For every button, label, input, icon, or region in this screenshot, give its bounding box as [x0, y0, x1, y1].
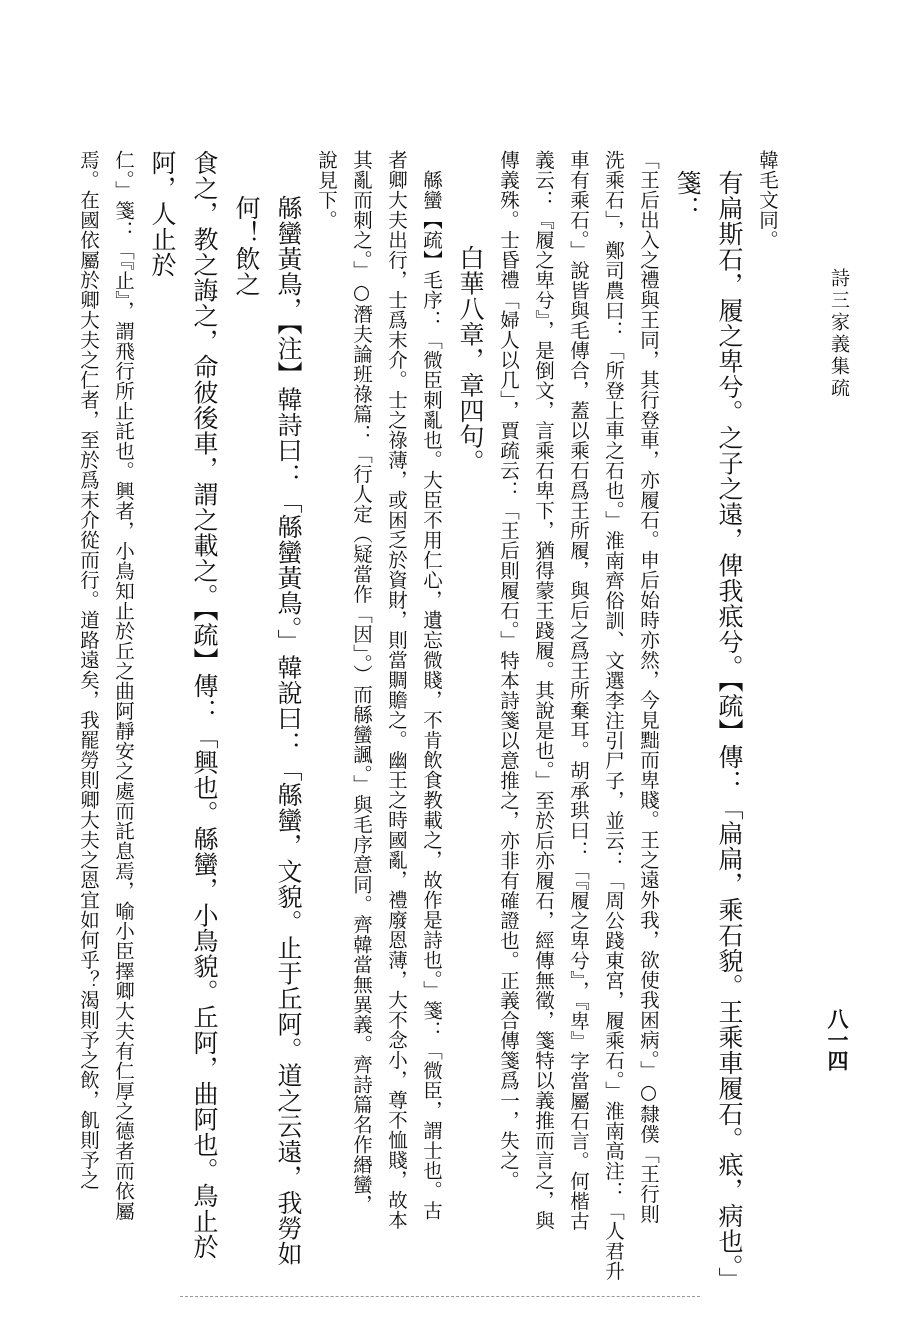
text-column: 仁。」箋：「『止』，謂飛行所止託也。興者，小鳥知止於丘之曲阿靜安之處而託息焉，喻小臣擇卿大夫有仁厚之德者而依屬	[112, 150, 135, 1221]
text-column: 義云：『履之卑兮』，是倒文，言乘石卑下，猶得蒙王踐履。其說是也。」至於后亦履石，經傳無徵，箋特以義推而言之，與	[532, 150, 555, 1231]
text-column: 傳義殊。士昏禮「婦人以几」，賈疏云：「王后則履石。」特本詩箋以意推之，亦非有確證也。正義合傳箋爲一，失之。	[497, 150, 520, 1191]
page-text	[77, 150, 785, 1300]
poem-verse-line: 緜蠻黃鳥，【注】韓詩曰：「緜蠻黃鳥。」韓說曰：「緜蠻，文貌。止于丘阿。道之云遠，我勞如何！飲之	[232, 195, 303, 1267]
text-column: 說見下。	[315, 150, 338, 230]
poem-title-line: 緜蠻【疏】毛序：「微臣刺亂也。大臣不用仁心，遺忘微賤，不肯飲食教載之，故作是詩也。」箋：「微臣，謂士也。古	[420, 170, 443, 1221]
text-column: 焉。在國依屬於卿大夫之仁者，至於爲末介從而行。道路遠矣，我罷勞則卿大夫之恩宜如何乎？渴則予之飲，飢則予之	[77, 150, 100, 1190]
chapter-count-line: 白華八章，章四句。	[456, 245, 485, 475]
text-column: 韓毛文同。	[756, 150, 779, 250]
text-column: 「王后出入之禮與王同，其行登車，亦履石。申后始時亦然，今見黜而卑賤。王之遠外我，欲使我困病。」○隸僕「王行則	[637, 150, 660, 1224]
text-column: 者卿大夫出行，士爲末介。士之祿薄，或困乏於資財，則當賙贍之。幽王之時國亂，禮廢恩薄，大不念小，尊不恤賤，故本	[385, 150, 408, 1230]
text-column: 有扁斯石，履之卑兮。之子之遠，俾我疷兮。【疏】傳：「扁扁，乘石貌。王乘車履石。疷，病也。」箋：	[673, 170, 744, 1293]
text-column: 洗乘石」，鄭司農曰：「所登上車之石也。」淮南齊俗訓、文選李注引尸子，並云：「周公踐東宮，履乘石。」淮南高注：「人君升	[602, 150, 625, 1281]
text-column: 其亂而刺之。」○潛夫論班祿篇：「行人定（疑當作「因」。）而緜蠻諷。」與毛序意同。齊韓當無異義。齊詩篇名作緡蠻，	[350, 150, 373, 1215]
text-column: 車有乘石。」說皆與毛傳合，蓋以乘石爲王所履，與后之爲王所棄耳。胡承珙曰：「『履之卑兮』，『卑』字當屬石言。何楷古	[567, 150, 590, 1231]
poem-verse-line: 食之，教之誨之，命彼後車，謂之載之。【疏】傳：「興也。緜蠻，小鳥貌。丘阿，曲阿也。鳥止於阿，人止於	[148, 150, 219, 1260]
bottom-rule	[180, 1296, 700, 1297]
book-title: 詩三家義集疏	[828, 268, 850, 400]
page-number: 八一四	[825, 1008, 850, 1071]
